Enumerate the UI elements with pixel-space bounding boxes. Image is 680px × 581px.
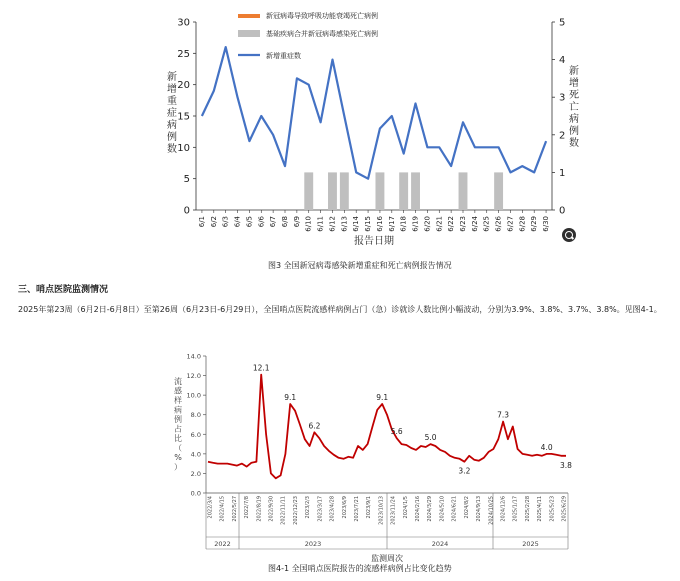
peak-label: 5.6 — [390, 427, 403, 437]
x-tick-label: 6/18 — [399, 216, 408, 232]
x-tick-label: 6/13 — [340, 216, 349, 232]
x-tick-label: 2024/8/2 — [463, 496, 470, 519]
y-tick-label: 8.0 — [190, 411, 201, 420]
year-group-label: 2024 — [431, 540, 449, 548]
legend-label-severe: 新增重症数 — [266, 52, 301, 60]
y-tick-label: 14.0 — [186, 352, 201, 361]
x-tick-label: 2025/6/29 — [561, 496, 568, 522]
peak-label: 3.2 — [458, 466, 471, 476]
x-tick-label: 2023/6/9 — [341, 496, 348, 519]
year-group-label: 2022 — [214, 540, 231, 548]
peak-label: 9.1 — [376, 392, 389, 402]
x-tick-label: 6/26 — [494, 216, 503, 232]
x-tick-label: 2024/6/21 — [451, 496, 458, 522]
right-axis-label-char: 例 — [569, 126, 579, 137]
right-tick-label: 2 — [559, 130, 566, 142]
x-tick-label: 2025/5/23 — [549, 496, 556, 522]
death-bar — [411, 172, 420, 210]
right-axis-label-char: 新 — [569, 66, 579, 77]
y-tick-label: 12.0 — [186, 372, 201, 381]
right-tick-label: 5 — [559, 17, 566, 29]
ili-line — [208, 375, 566, 479]
x-tick-label: 6/12 — [328, 216, 337, 232]
x-tick-label: 6/3 — [221, 216, 230, 228]
x-tick-label: 2024/1/5 — [402, 496, 409, 519]
x-tick-label: 6/25 — [482, 216, 491, 232]
x-tick-label: 2024/2/16 — [415, 496, 422, 522]
section-title: 三、哨点医院监测情况 — [18, 285, 109, 295]
peak-label: 7.3 — [497, 410, 510, 420]
x-tick-label: 6/1 — [197, 216, 206, 228]
y-axis-label-char: 比 — [174, 434, 182, 443]
x-tick-label: 6/2 — [209, 216, 218, 228]
x-tick-label: 6/27 — [506, 216, 515, 232]
x-tick-label: 6/17 — [387, 216, 396, 232]
y-tick-label: 0.0 — [190, 489, 201, 498]
legend-label-underlying: 基础疾病合并新冠病毒感染死亡病例 — [266, 30, 378, 38]
right-tick-label: 3 — [559, 92, 566, 104]
x-tick-label: 6/19 — [411, 216, 420, 232]
figure4-caption: 图4-1 全国哨点医院报告的流感样病例占比变化趋势 — [268, 564, 452, 573]
x-tick-label: 6/23 — [459, 216, 467, 232]
x-tick-label: 2023/7/21 — [353, 496, 360, 522]
x-tick-label: 6/20 — [423, 216, 432, 232]
x-axis-label: 报告日期 — [354, 236, 394, 247]
x-tick-label: 6/5 — [245, 216, 254, 228]
peak-label: 5.0 — [424, 433, 437, 443]
x-tick-label: 2023/2/3 — [305, 496, 312, 519]
ili-trend-chart — [0, 340, 680, 562]
x-tick-label: 6/30 — [542, 216, 551, 232]
x-tick-label: 2024/3/29 — [427, 496, 434, 522]
x-tick-label: 6/21 — [435, 216, 444, 232]
death-bar — [304, 172, 313, 210]
x-tick-label: 2022/11/11 — [280, 496, 287, 525]
peak-label: 3.8 — [560, 460, 572, 470]
x-tick-label: 2023/9/1 — [366, 496, 373, 519]
severe-cases-line — [202, 47, 546, 179]
x-tick-label: 2024/12/6 — [500, 496, 507, 522]
x-tick-label: 2022/5/27 — [231, 496, 238, 522]
y-axis-label-char: ） — [174, 462, 182, 472]
x-tick-label: 2023/11/24 — [390, 496, 397, 525]
right-axis-label-char: 增 — [569, 78, 579, 89]
peak-label: 12.1 — [252, 363, 270, 373]
x-axis-label: 监测周次 — [371, 554, 403, 562]
death-bar — [328, 172, 337, 210]
y-tick-label: 2.0 — [190, 469, 201, 478]
left-axis-label-char: 数 — [167, 144, 177, 155]
left-tick-label: 30 — [177, 17, 190, 29]
x-tick-label: 2024/5/10 — [439, 496, 446, 522]
left-axis-label-char: 例 — [167, 132, 177, 143]
x-tick-label: 2025/4/11 — [537, 496, 544, 522]
x-tick-label: 6/9 — [292, 216, 301, 228]
year-group-label: 2023 — [304, 540, 322, 548]
x-tick-label: 6/10 — [304, 216, 313, 232]
right-axis-label-char: 亡 — [569, 102, 579, 113]
x-tick-label: 2022/3/4 — [207, 496, 214, 519]
x-tick-label: 2022/7/8 — [244, 496, 251, 519]
y-axis-label-char: % — [174, 453, 182, 462]
left-tick-label: 10 — [177, 142, 190, 154]
x-tick-label: 6/14 — [352, 216, 361, 232]
y-axis-label-char: 流 — [174, 377, 182, 386]
y-axis-label-char: 例 — [174, 415, 182, 424]
x-tick-label: 2024/9/13 — [476, 496, 483, 522]
x-tick-label: 6/6 — [257, 216, 266, 228]
x-tick-label: 2022/12/23 — [292, 496, 299, 525]
x-tick-label: 6/24 — [470, 216, 479, 232]
x-tick-label: 2025/1/17 — [512, 496, 519, 522]
death-bar — [494, 172, 503, 210]
y-axis-label-char: （ — [174, 443, 182, 453]
x-tick-label: 2023/3/17 — [317, 496, 324, 522]
left-tick-label: 15 — [177, 111, 190, 123]
left-axis-label-char: 症 — [167, 108, 177, 119]
x-tick-label: 2025/2/28 — [524, 496, 531, 522]
peak-label: 6.2 — [308, 421, 321, 431]
section-paragraph: 2025年第23周（6月2日-6月8日）至第26周（6月23日-6月29日），全国哨点医院流感样病例占门（急）诊就诊人数比例小幅波动，分别为3.9%、3.8%、3.7%、3.8%。见图4-1。 — [18, 305, 662, 314]
zoom-lens-icon[interactable] — [562, 228, 576, 242]
death-bar — [399, 172, 408, 210]
left-tick-label: 0 — [183, 205, 190, 217]
x-tick-label: 6/29 — [530, 216, 539, 232]
y-tick-label: 6.0 — [190, 430, 201, 439]
severe-death-chart — [0, 0, 680, 258]
right-axis-label-char: 数 — [569, 138, 579, 149]
death-bar — [459, 172, 468, 210]
y-axis-label-char: 病 — [174, 405, 182, 415]
peak-label: 9.1 — [284, 392, 297, 402]
right-axis-label-char: 死 — [569, 90, 579, 101]
death-bar — [375, 172, 384, 210]
x-tick-label: 6/7 — [269, 216, 278, 228]
x-tick-label: 2022/8/19 — [256, 496, 263, 522]
left-axis-label-char: 病 — [167, 120, 177, 131]
legend-swatch-respiratory — [238, 14, 260, 18]
left-tick-label: 5 — [183, 174, 190, 186]
right-tick-label: 0 — [559, 205, 566, 217]
x-tick-label: 6/28 — [518, 216, 527, 232]
legend-label-respiratory: 新冠病毒导致呼吸功能衰竭死亡病例 — [266, 12, 378, 20]
x-tick-label: 6/11 — [316, 216, 325, 232]
y-axis-label-char: 样 — [174, 396, 182, 405]
x-tick-label: 2023/4/28 — [329, 496, 336, 522]
left-tick-label: 20 — [177, 80, 190, 92]
left-axis-label-char: 重 — [167, 96, 177, 107]
x-tick-label: 6/8 — [281, 216, 289, 228]
x-tick-label: 2024/10/25 — [488, 496, 495, 525]
left-tick-label: 25 — [177, 48, 190, 60]
peak-label: 4.0 — [540, 442, 553, 452]
y-axis-label-char: 占 — [174, 424, 182, 434]
y-tick-label: 10.0 — [186, 391, 201, 400]
year-group-label: 2025 — [522, 540, 539, 548]
x-tick-label: 6/22 — [447, 216, 456, 232]
x-tick-label: 6/16 — [375, 216, 384, 232]
legend-swatch-underlying — [238, 30, 260, 37]
right-tick-label: 1 — [559, 167, 566, 179]
x-tick-label: 6/4 — [233, 216, 242, 228]
x-tick-label: 2023/10/13 — [378, 496, 385, 525]
x-tick-label: 2022/4/15 — [219, 496, 226, 522]
figure3-caption: 图3 全国新冠病毒感染新增重症和死亡病例报告情况 — [268, 261, 452, 270]
right-tick-label: 4 — [559, 55, 566, 67]
x-tick-label: 6/15 — [364, 216, 373, 232]
left-axis-label-char: 新 — [167, 72, 177, 83]
x-tick-label: 2022/9/30 — [268, 496, 275, 522]
right-axis-label-char: 病 — [569, 114, 579, 125]
y-tick-label: 4.0 — [190, 450, 201, 459]
death-bar — [340, 172, 349, 210]
y-axis-label-char: 感 — [174, 386, 182, 396]
left-axis-label-char: 增 — [167, 84, 177, 95]
